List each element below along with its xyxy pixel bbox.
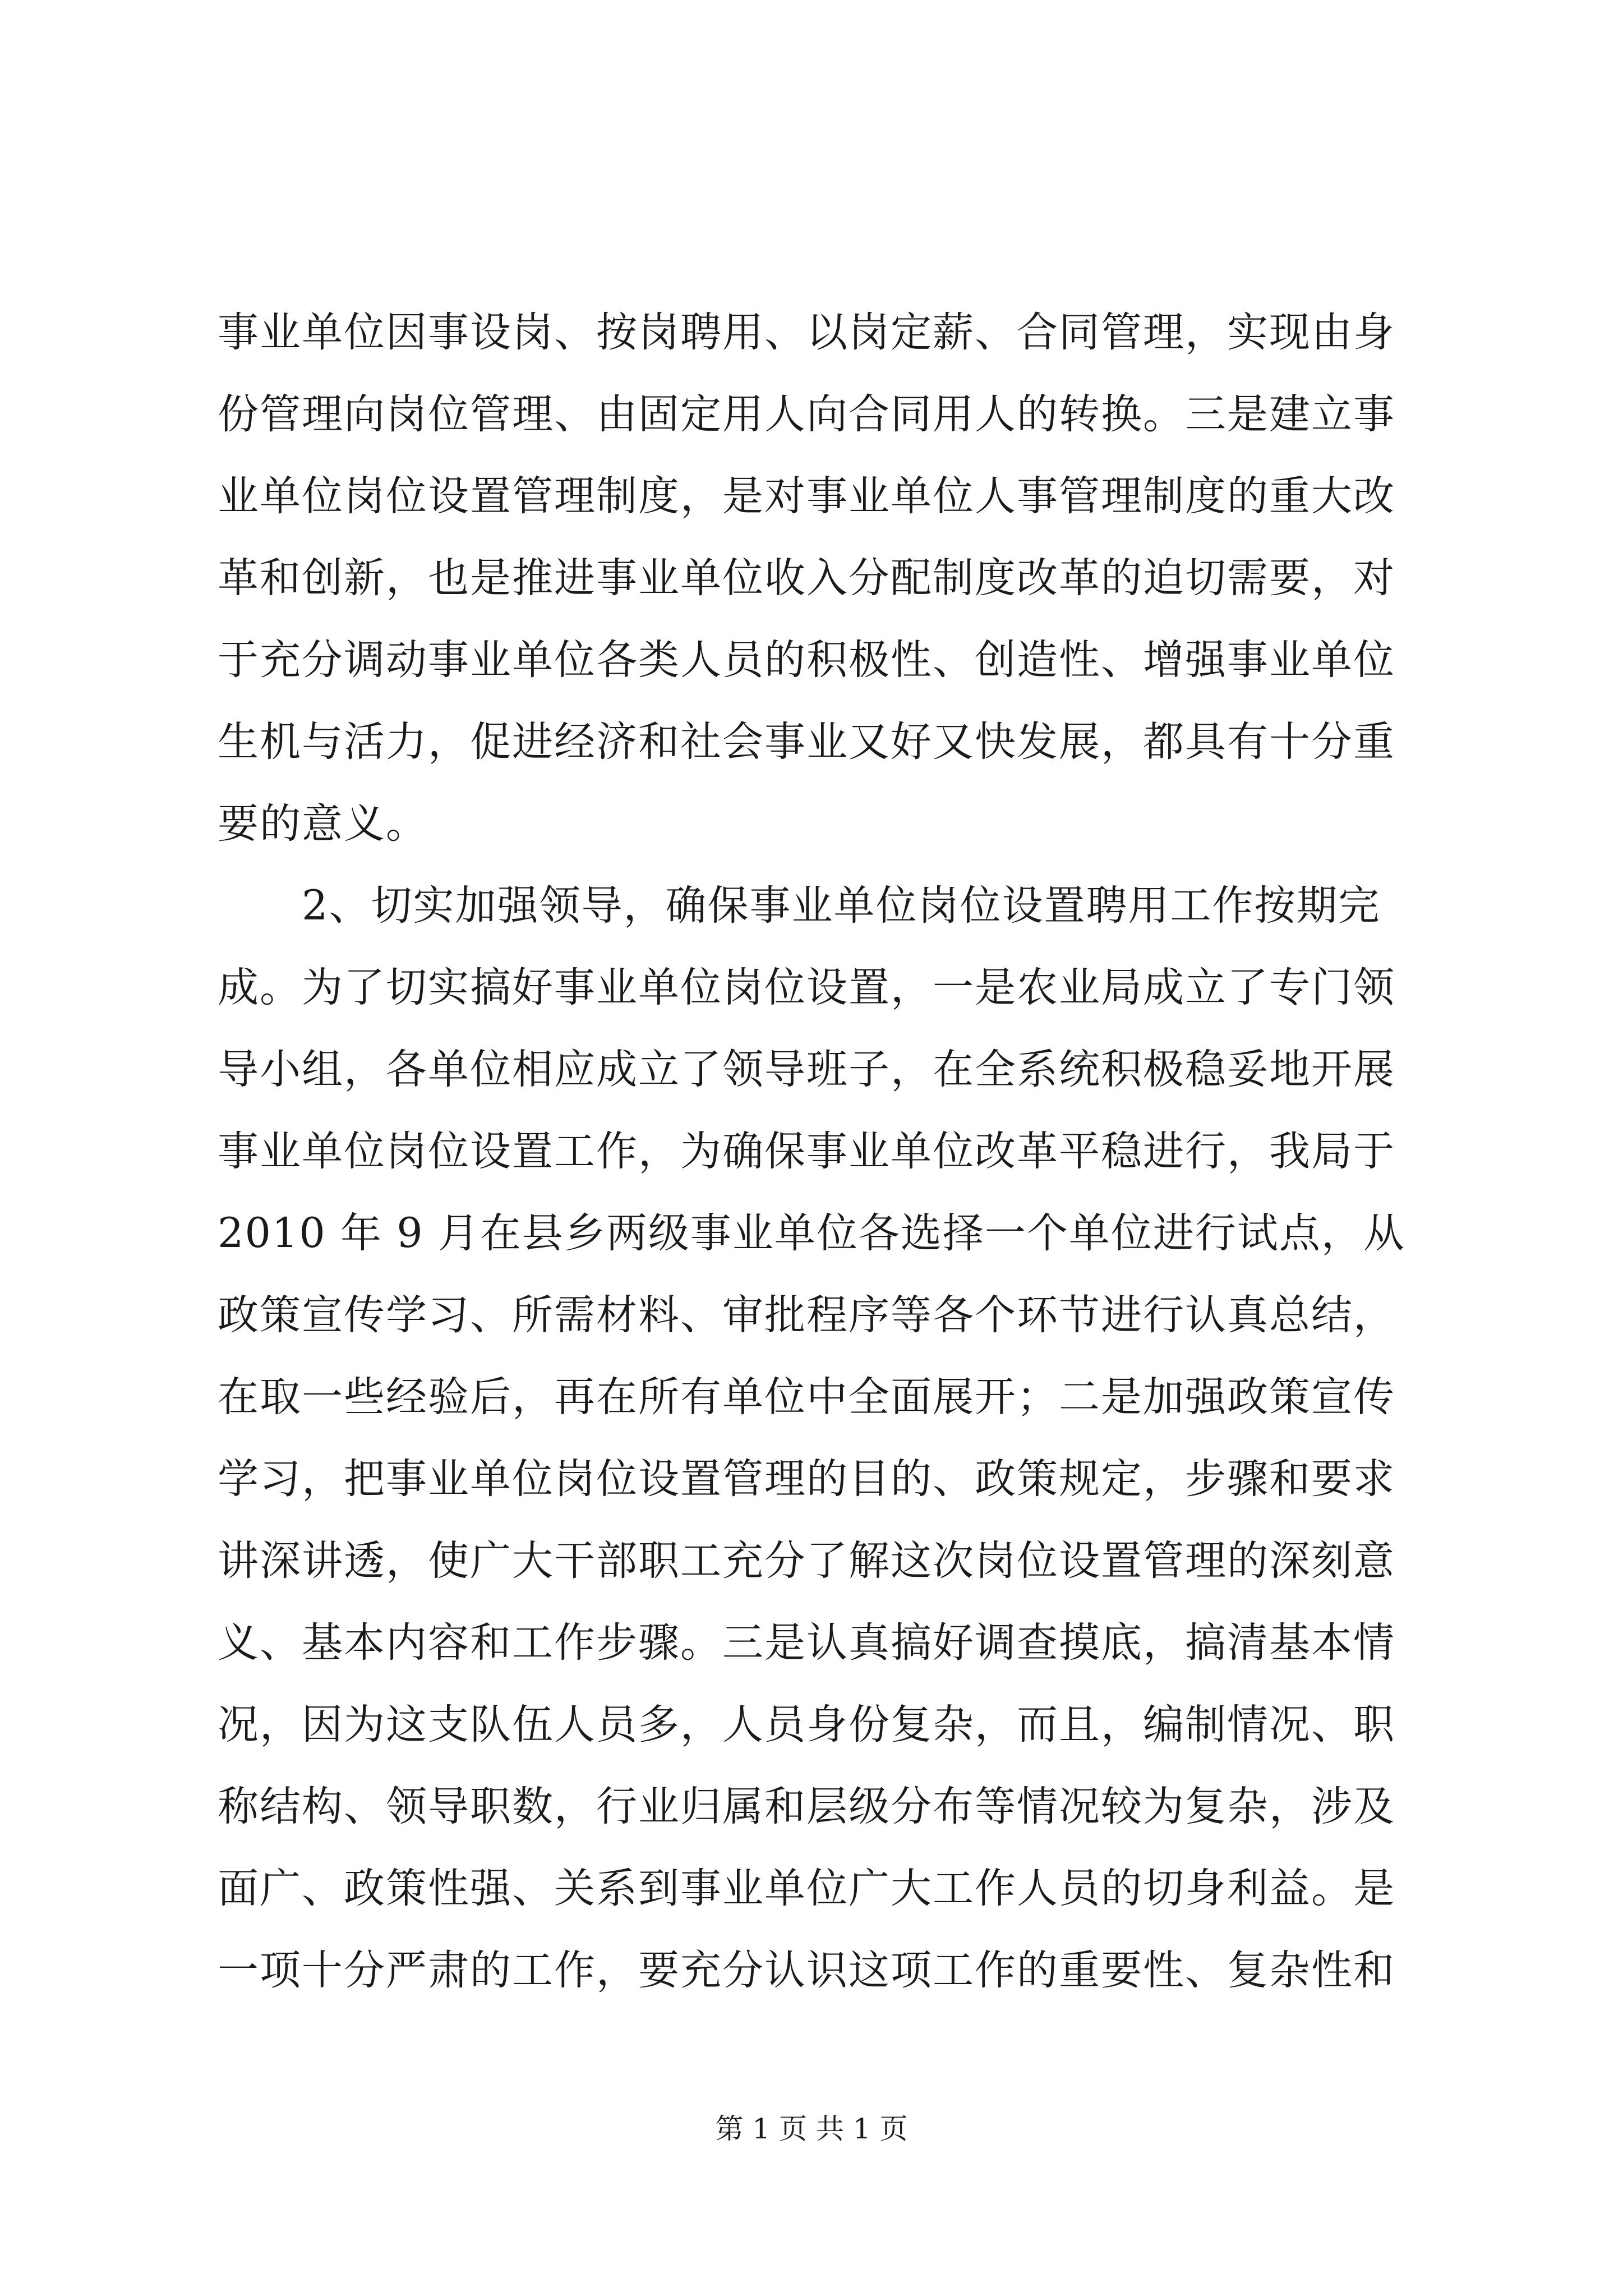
text-line: 份管理向岗位管理、由固定用人向合同用人的转换。三是建立事 <box>218 390 1395 438</box>
text-line: 于充分调动事业单位各类人员的积极性、创造性、增强事业单位 <box>218 636 1395 684</box>
body-text <box>218 292 1429 2012</box>
text-line: 义、基本内容和工作步骤。三是认真搞好调查摸底，搞清基本情 <box>218 1619 1395 1667</box>
text-line: 面广、政策性强、关系到事业单位广大工作人员的切身利益。是 <box>218 1865 1395 1912</box>
text-line: 2010 年 9 月在县乡两级事业单位各选择一个单位进行试点，从 <box>218 1209 1405 1257</box>
page-footer <box>0 2109 1623 2148</box>
text-line: 业单位岗位设置管理制度，是对事业单位人事管理制度的重大改 <box>218 472 1395 520</box>
text-line: 一项十分严肃的工作，要充分认识这项工作的重要性、复杂性和 <box>218 1947 1395 1994</box>
text-line: 2、切实加强领导，确保事业单位岗位设置聘用工作按期完 <box>218 882 1381 930</box>
text-line: 革和创新，也是推进事业单位收入分配制度改革的迫切需要，对 <box>218 554 1395 602</box>
text-line: 成。为了切实搞好事业单位岗位设置，一是农业局成立了专门领 <box>218 964 1395 1011</box>
text-line: 况，因为这支队伍人员多，人员身份复杂，而且，编制情况、职 <box>218 1701 1395 1749</box>
text-line: 生机与活力，促进经济和社会事业又好又快发展，都具有十分重 <box>218 718 1395 766</box>
text-line: 事业单位因事设岗、按岗聘用、以岗定薪、合同管理，实现由身 <box>218 309 1395 356</box>
text-line: 讲深讲透，使广大干部职工充分了解这次岗位设置管理的深刻意 <box>218 1537 1395 1585</box>
page-number-label: 第 1 页 共 1 页 <box>715 2113 908 2145</box>
text-line: 称结构、领导职数，行业归属和层级分布等情况较为复杂，涉及 <box>218 1783 1395 1830</box>
text-line: 导小组，各单位相应成立了领导班子，在全系统积极稳妥地开展 <box>218 1046 1395 1093</box>
text-line: 要的意义。 <box>218 800 428 848</box>
text-line: 政策宣传学习、所需材料、审批程序等各个环节进行认真总结， <box>218 1291 1395 1339</box>
text-line: 在取一些经验后，再在所有单位中全面展开；二是加强政策宣传 <box>218 1373 1395 1421</box>
text-line: 事业单位岗位设置工作，为确保事业单位改革平稳进行，我局于 <box>218 1128 1395 1175</box>
text-line: 学习，把事业单位岗位设置管理的目的、政策规定，步骤和要求 <box>218 1455 1395 1503</box>
